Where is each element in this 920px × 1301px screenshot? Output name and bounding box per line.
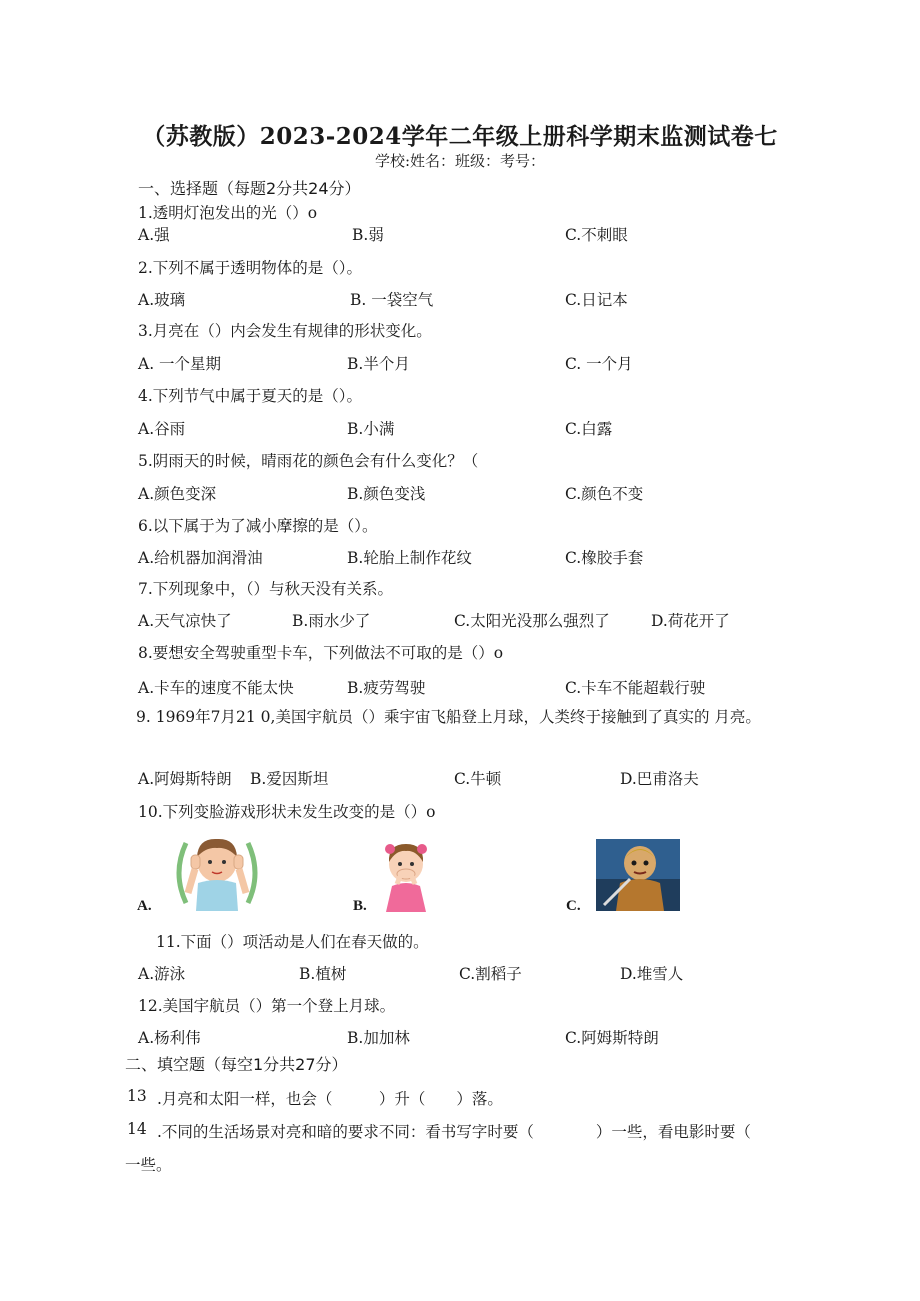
- option: B. 一袋空气: [350, 291, 434, 309]
- picture-label: C.: [566, 898, 581, 914]
- question-stem: 10.下列变脸游戏形状未发生改变的是（）o: [138, 803, 436, 821]
- section-heading-choice: 一、选择题（每题2分共24分）: [138, 179, 361, 198]
- page-title: （苏教版）2023-2024学年二年级上册科学期末监测试卷七: [142, 123, 778, 150]
- option: C. 一个月: [565, 355, 633, 373]
- question-stem: 1.透明灯泡发出的光（）o: [138, 204, 318, 222]
- opera-mask-picture: [596, 839, 680, 911]
- option: B.植树: [299, 965, 347, 983]
- student-info-line: 学校:姓名：班级：考号：: [374, 152, 546, 170]
- question-stem: 7.下列现象中，（）与秋天没有关系。: [138, 580, 394, 598]
- option: C.橡胶手套: [565, 549, 644, 567]
- question-stem: 9. 1969年7月21 0,美国宇航员（）乘宇宙飞船登上月球，人类终于接触到了真实的 月亮。: [136, 708, 761, 726]
- option: A.天气凉快了: [138, 612, 232, 630]
- question-stem: 8.要想安全驾驶重型卡车，下列做法不可取的是（）o: [138, 644, 504, 662]
- option: A.杨利伟: [138, 1029, 201, 1047]
- option: C.不刺眼: [565, 226, 628, 244]
- option: B.爱因斯坦: [250, 770, 329, 788]
- question-stem: 5.阴雨天的时候，晴雨花的颜色会有什么变化？（: [138, 452, 479, 470]
- picture-label: B.: [353, 898, 367, 914]
- option: B.弱: [352, 226, 384, 244]
- option: C.阿姆斯特朗: [565, 1029, 659, 1047]
- option: B.轮胎上制作花纹: [347, 549, 472, 567]
- option: D.巴甫洛夫: [620, 770, 699, 788]
- option: A.谷雨: [138, 420, 186, 438]
- fill-question-number: 13: [127, 1087, 147, 1105]
- option: B.疲劳驾驶: [347, 679, 426, 697]
- question-stem: 3.月亮在（）内会发生有规律的形状变化。: [138, 322, 432, 340]
- option: D.荷花开了: [651, 612, 730, 630]
- question-stem: 4.下列节气中属于夏天的是（）。: [138, 387, 363, 405]
- option: C.日记本: [565, 291, 628, 309]
- fill-question-text: .月亮和太阳一样，也会（ ）升（ ）落。: [157, 1090, 503, 1108]
- option: A.游泳: [138, 965, 186, 983]
- option: A. 一个星期: [138, 355, 222, 373]
- option: C.牛顿: [454, 770, 502, 788]
- option: C.卡车不能超载行驶: [565, 679, 706, 697]
- question-stem: 2.下列不属于透明物体的是（）。: [138, 259, 363, 277]
- option: A.卡车的速度不能太快: [138, 679, 294, 697]
- option: C.白露: [565, 420, 613, 438]
- question-stem: 6.以下属于为了减小摩擦的是（）。: [138, 517, 378, 535]
- section-heading-fill: 二、填空题（每空1分共27分）: [125, 1055, 348, 1074]
- option: A.颜色变深: [138, 485, 217, 503]
- fill-question-continuation: 一些。: [125, 1156, 172, 1174]
- girl-covering-mouth-picture: [376, 840, 436, 912]
- child-covering-ears-picture: [168, 833, 266, 911]
- option: A.强: [138, 226, 170, 244]
- fill-question-number: 14: [127, 1120, 147, 1138]
- fill-question-text: .不同的生活场景对亮和暗的要求不同：看书写字时要（ ）一些，看电影时要（: [157, 1123, 751, 1141]
- option: A.玻璃: [138, 291, 186, 309]
- option: C.割稻子: [459, 965, 522, 983]
- option: D.堆雪人: [620, 965, 684, 983]
- option: B.颜色变浅: [347, 485, 426, 503]
- question-stem: 12.美国宇航员（）第一个登上月球。: [138, 997, 396, 1015]
- picture-label: A.: [137, 898, 152, 914]
- option: B.雨水少了: [292, 612, 371, 630]
- option: B.小满: [347, 420, 395, 438]
- question-stem: 11.下面（）项活动是人们在春天做的。: [156, 933, 429, 951]
- option: B.加加林: [347, 1029, 410, 1047]
- option: B.半个月: [347, 355, 410, 373]
- option: C.颜色不变: [565, 485, 644, 503]
- option: A.阿姆斯特朗: [138, 770, 232, 788]
- option: A.给机器加润滑油: [138, 549, 263, 567]
- option: C.太阳光没那么强烈了: [454, 612, 610, 630]
